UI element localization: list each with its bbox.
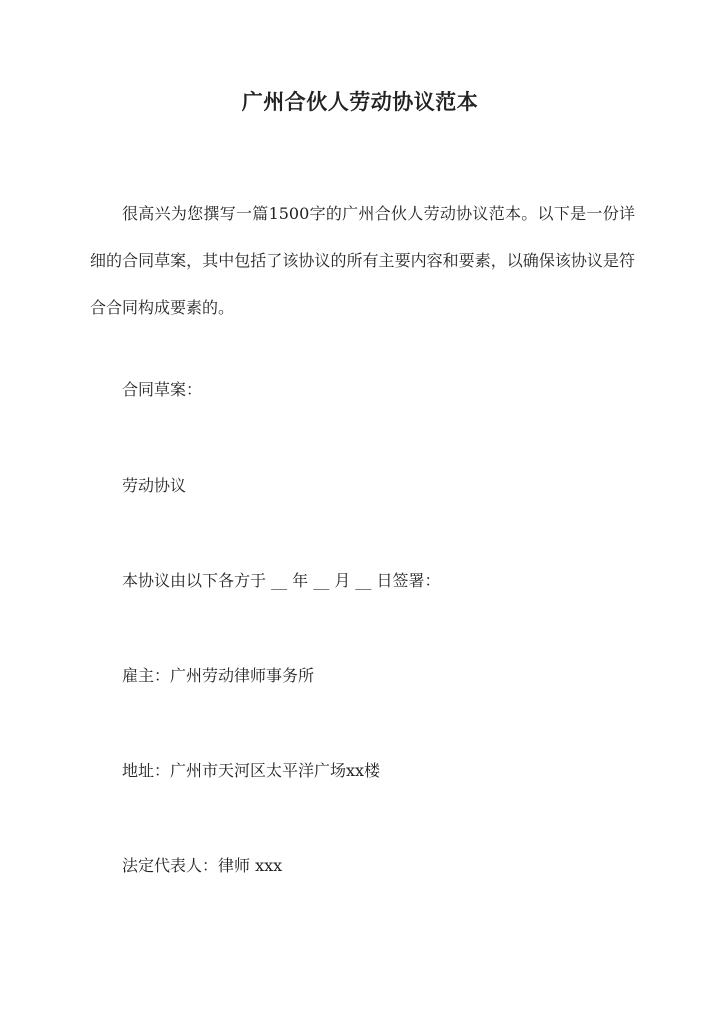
intro-paragraph: 很高兴为您撰写一篇1500字的广州合伙人劳动协议范本。以下是一份详细的合同草案，其中包括了该协议的所有主要内容和要素，以确保该协议是符合合同构成要素的。: [90, 204, 635, 317]
document-title: 广州合伙人劳动协议范本: [241, 89, 479, 114]
draft-label: 合同草案：: [122, 380, 203, 399]
employer-line: 雇主：广州劳动律师事务所: [122, 666, 315, 685]
legal-representative-line: 法定代表人：律师 xxx: [122, 856, 283, 875]
signing-line: 本协议由以下各方于 __ 年 __ 月 __ 日签署：: [122, 571, 441, 590]
address-line: 地址：广州市天河区太平洋广场xx楼: [122, 761, 381, 780]
agreement-heading: 劳动协议: [122, 476, 187, 495]
